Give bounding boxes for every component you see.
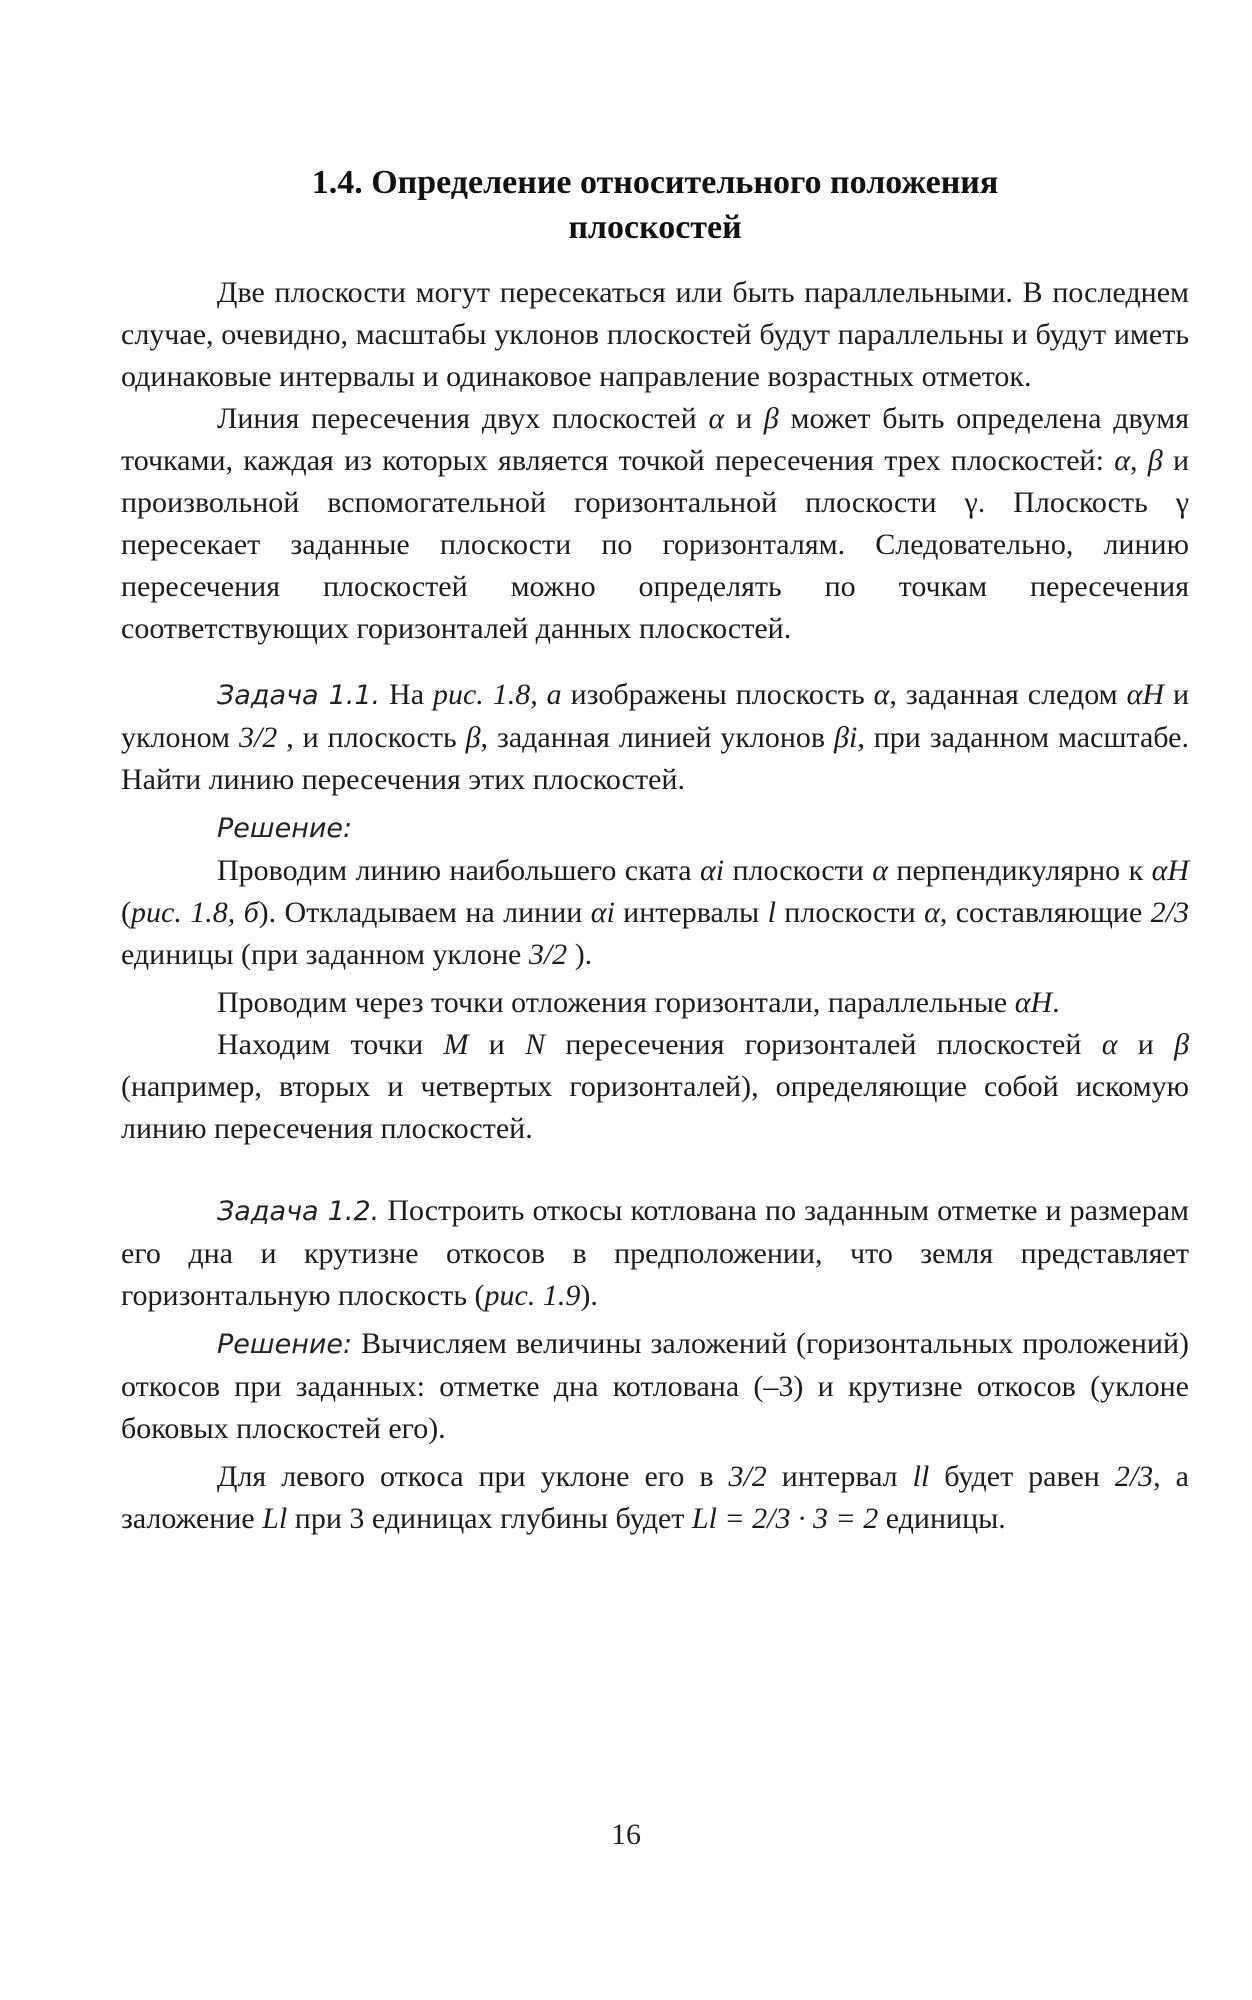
task-1-1-solution-step2: Проводим через точки отложения горизонтали, параллельные αH. — [217, 986, 1060, 1019]
section-heading-line2: плоскостей — [568, 209, 742, 246]
section-heading — [121, 160, 1189, 250]
task-1-2-solution-step2: Для левого откоса при уклоне его в 3/2 интервал ll будет равен 2/3, а заложение Ll при 3 единицах глубины будет Ll = 2/3 · 3 = 2 единицы. — [121, 1460, 1189, 1535]
task-1-1-solution-label-line — [121, 807, 1189, 850]
section-heading-line1: 1.4. Определение относительного положения — [311, 164, 999, 201]
task-1-2-solution-label: Решение: — [217, 1329, 353, 1360]
task-1-2-statement: Задача 1.2. Построить откосы котлована по заданным отметке и размерам его дна и крутизне откосов в предположении, что земля представляет горизонтальную плоскость (рис. 1.9). — [121, 1194, 1190, 1312]
page-content — [121, 160, 1189, 1540]
task-1-1-solution-step3: Находим точки M и N пересечения горизонталей плоскостей α и β (например, вторых и четвертых горизонталей), определяющие собой искомую линию пересечения плоскостей. — [121, 1028, 1190, 1145]
paragraph-planes-intro: Две плоскости могут пересекаться или быть параллельными. В последнем случае, очевидно, масштабы уклонов плоскостей будут параллельны и будут иметь одинаковые интервалы и одинаковое направление возрастных отметок. — [121, 276, 1189, 393]
task-1-1-solution-step1: Проводим линию наибольшего ската αi плоскости α перпендикулярно к αH (рис. 1.8, б). Откладываем на линии αi интервалы l плоскости α, составляющие 2/3 единицы (при заданном уклоне 3/2 ). — [121, 854, 1190, 971]
paragraph-intersection-line: Линия пересечения двух плоскостей α и β может быть определена двумя точками, каждая из которых является точкой пересечения трех плоскостей: α, β и произвольной вспомогательной горизонтальной плоскости γ. Плоскость γ пересекает заданные плоскости по горизонталям. Следовательно, линию пересечения плоскостей можно определять по точкам пересечения соответствующих горизонталей данных плоскостей. — [121, 402, 1190, 645]
task-1-1-label: Задача 1.1. — [217, 680, 381, 711]
page-number: 16 — [611, 1818, 641, 1851]
task-1-2-solution-step1: Решение: Вычисляем величины заложений (горизонтальных проложений) откосов при заданных: отметке дна котлована (–3) и крутизне откосов (уклоне боковых плоскостей его). — [121, 1327, 1189, 1445]
formula-left-slope: Ll = 2/3 · 3 = 2 — [691, 1502, 879, 1535]
task-1-1-statement: Задача 1.1. На рис. 1.8, а изображены плоскость α, заданная следом αH и уклоном 3/2 , и плоскость β, заданная линией уклонов βi, при заданном масштабе. Найти линию пересечения этих плоскостей. — [121, 678, 1189, 796]
task-1-1-solution-label: Решение: — [217, 813, 353, 844]
task-1-2-label: Задача 1.2. — [217, 1196, 380, 1227]
